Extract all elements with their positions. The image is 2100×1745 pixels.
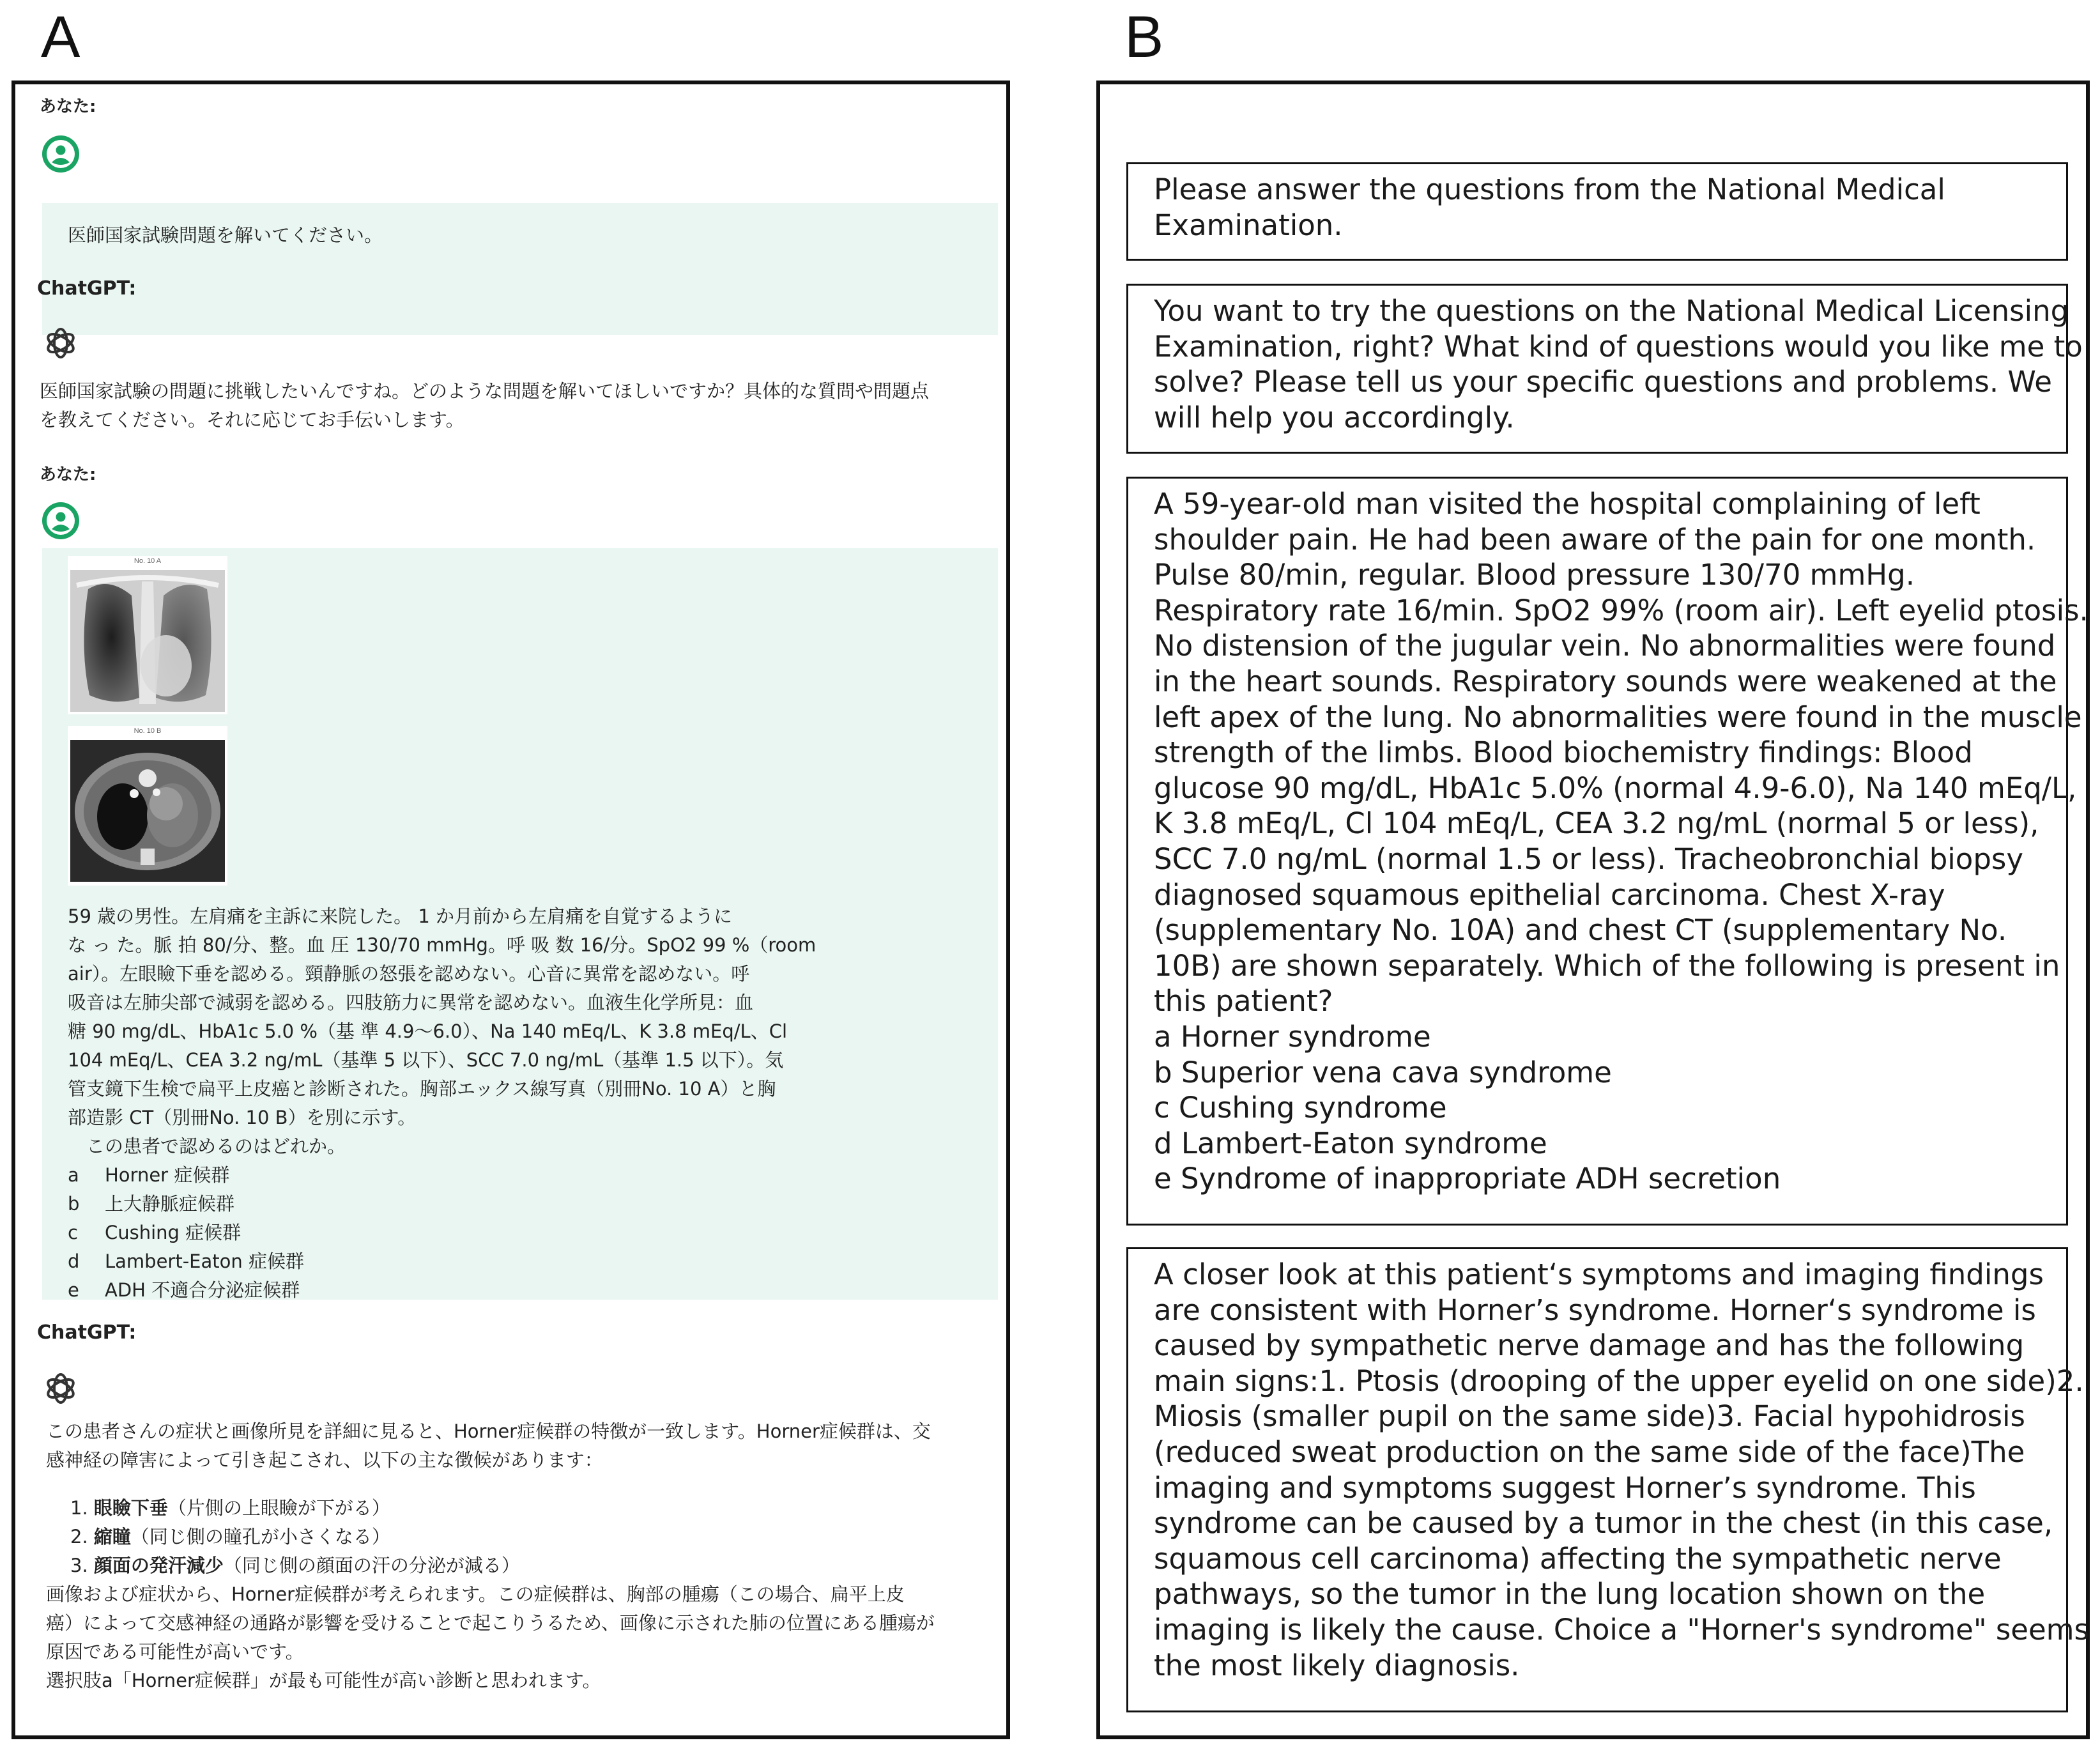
text-line: in the heart sounds. Respiratory sounds were weakened at the (1154, 664, 2057, 698)
answer-conclusion-line-4: 選択肢a「Horner症候群」が最も可能性が高い診断と思われます。 (46, 1670, 601, 1691)
ct-caption: No. 10 B (134, 727, 162, 735)
user-message-text: 医師国家試験問題を解いてください。 (68, 224, 383, 246)
text-line: shoulder pain. He had been aware of the pain for one month. (1154, 522, 2036, 557)
sign-term: 眼瞼下垂 (93, 1497, 168, 1519)
text-line: the most likely diagnosis. (1154, 1648, 1520, 1682)
question-line-8: 部造影 CT（別冊No. 10 B）を別に示す。 (68, 1107, 417, 1128)
choice-e (68, 1276, 300, 1305)
sign-number: 2. (70, 1526, 88, 1548)
question-line-7: 管支鏡下生検で扁平上皮癌と診断された。胸部エックス線写真（別冊No. 10 A）と胸 (68, 1078, 776, 1100)
answer-intro-line-1: この患者さんの症状と画像所見を詳細に見ると、Horner症候群の特徴が一致します。Horner症候群は、交 (46, 1420, 931, 1442)
chest-xray-image (70, 570, 225, 712)
text-line: squamous cell carcinoma) affecting the sympathetic nerve (1154, 1541, 2002, 1576)
choice-c (68, 1218, 241, 1247)
text-line: caused by sympathetic nerve damage and has the following (1154, 1328, 2025, 1363)
user-message-bubble (42, 203, 998, 335)
sign-item-3 (70, 1551, 520, 1580)
translation-box-user-request (1126, 162, 2068, 261)
text-line: syndrome can be caused by a tumor in the chest (in this case, (1154, 1506, 2053, 1541)
chest-xray-card (68, 556, 227, 714)
sign-number: 3. (70, 1555, 88, 1576)
text-line: Examination. (1154, 208, 1343, 242)
text-line: Examination, right? What kind of questions would you like me to (1154, 329, 2083, 364)
user-avatar-icon (41, 501, 80, 541)
chatgpt-speaker-label: ChatGPT: (37, 1321, 137, 1344)
choice-d (68, 1247, 304, 1276)
translation-text (1154, 293, 2083, 435)
text-line: SCC 7.0 ng/mL (normal 1.5 or less). Tracheobronchial biopsy (1154, 842, 2023, 876)
text-line: Respiratory rate 16/min. SpO2 99% (room air). Left eyelid ptosis. (1154, 593, 2089, 627)
answer-conclusion-line-1: 画像および症状から、Horner症候群が考えられます。この症候群は、胸部の腫瘍（この場合、扁平上皮 (46, 1583, 905, 1605)
question-line-3: air）。左眼瞼下垂を認める。頸静脈の怒張を認めない。心音に異常を認めない。呼 (68, 963, 750, 985)
choice-b (68, 1190, 234, 1218)
user-speaker-label: あなた: (40, 465, 96, 484)
question-line-5: 糖 90 mg/dL、HbA1c 5.0 %（基 準 4.9〜6.0）、Na 140 mEq/L、K 3.8 mEq/L、Cl (68, 1020, 788, 1042)
translation-box-question (1126, 477, 2089, 1226)
chest-ct-card (68, 726, 227, 886)
question-line-9: この患者で認めるのはどれか。 (68, 1135, 346, 1157)
text-line: solve? Please tell us your specific questions and problems. We (1154, 365, 2052, 399)
question-line-6: 104 mEq/L、CEA 3.2 ng/mL（基準 5 以下）、SCC 7.0 ng/mL（基準 1.5 以下）。気 (68, 1049, 784, 1071)
translation-text (1154, 172, 2055, 243)
text-line: are consistent with Horner’s syndrome. Horner‘s syndrome is (1154, 1293, 2036, 1327)
text-line: imaging and symptoms suggest Horner’s syndrome. This (1154, 1470, 1976, 1505)
text-line: (supplementary No. 10A) and chest CT (supplementary No. (1154, 913, 2007, 948)
sign-item-1 (70, 1494, 390, 1523)
text-line: A closer look at this patient‘s symptoms and imaging findings (1154, 1257, 2044, 1291)
text-line: strength of the limbs. Blood biochemistry findings: Blood (1154, 735, 1973, 770)
sign-desc: （片側の上眼瞼が下がる） (167, 1497, 390, 1519)
text-line: You want to try the questions on the National Medical Licensing (1154, 294, 2069, 328)
text-line: will help you accordingly. (1154, 400, 1515, 434)
text-line: e Syndrome of inappropriate ADH secretion (1154, 1162, 1781, 1196)
xray-caption: No. 10 A (134, 557, 162, 565)
text-line: c Cushing syndrome (1154, 1091, 1447, 1125)
question-line-1: 59 歳の男性。左肩痛を主訴に来院した。 1 か月前から左肩痛を自覚するように (68, 905, 733, 927)
text-line: pathways, so the tumor in the lung location shown on the (1154, 1577, 1986, 1611)
text-line: 10B) are shown separately. Which of the following is present in (1154, 948, 2060, 983)
choice-text: Cushing 症候群 (105, 1222, 241, 1243)
translation-box-chatgpt-reply (1126, 284, 2083, 454)
sign-number: 1. (70, 1497, 88, 1519)
choice-letter: c (68, 1222, 78, 1243)
chatgpt-logo-icon (41, 1369, 80, 1408)
sign-term: 顔面の発汗減少 (93, 1555, 224, 1576)
chatgpt-reply-1-line-2: を教えてください。それに応じてお手伝いします。 (40, 409, 464, 431)
text-line: glucose 90 mg/dL, HbA1c 5.0% (normal 4.9-6.0), Na 140 mEq/L, (1154, 771, 2077, 805)
text-line: No distension of the jugular vein. No abnormalities were found (1154, 629, 2056, 663)
question-line-2: な っ た。脈 拍 80/分、整。血 圧 130/70 mmHg。呼 吸 数 16/分。SpO2 99 %（room (68, 934, 816, 956)
text-line: main signs:1. Ptosis (drooping of the upper eyelid on one side)2. (1154, 1364, 2084, 1398)
choice-text: 上大静脈症候群 (105, 1193, 235, 1215)
user-avatar-icon (41, 134, 80, 174)
choice-text: ADH 不適合分泌症候群 (105, 1279, 300, 1301)
text-line: d Lambert-Eaton syndrome (1154, 1126, 1547, 1160)
panel-label-a: A (41, 4, 80, 70)
answer-conclusion-line-3: 原因である可能性が高いです。 (46, 1641, 304, 1663)
sign-desc: （同じ側の瞳孔が小さくなる） (130, 1526, 390, 1548)
choice-letter: b (68, 1193, 80, 1215)
choice-text: Lambert-Eaton 症候群 (105, 1250, 304, 1272)
text-line: imaging is likely the cause. Choice a "Horner's syndrome" seems (1154, 1612, 2089, 1647)
text-line: (reduced sweat production on the same side of the face)The (1154, 1434, 2025, 1469)
text-line: K 3.8 mEq/L, Cl 104 mEq/L, CEA 3.2 ng/mL (normal 5 or less), (1154, 806, 2039, 841)
text-line: diagnosed squamous epithelial carcinoma. Chest X-ray (1154, 877, 1945, 912)
choice-letter: e (68, 1279, 79, 1301)
chatgpt-reply-1-line-1: 医師国家試験の問題に挑戦したいんですね。どのような問題を解いてほしいですか？具体的な質問や問題点 (40, 380, 930, 402)
sign-desc: （同じ側の顔面の汗の分泌が減る） (223, 1555, 520, 1576)
sign-term: 縮瞳 (93, 1526, 131, 1548)
text-line: Please answer the questions from the National Medical (1154, 173, 1945, 206)
chest-ct-image (70, 740, 225, 882)
text-line: A 59-year-old man visited the hospital complaining of left (1154, 487, 1981, 521)
answer-intro-line-2: 感神経の障害によって引き起こされ、以下の主な徴候があります： (46, 1449, 603, 1471)
sign-item-2 (70, 1523, 390, 1551)
choice-letter: a (68, 1164, 79, 1186)
translation-text (1154, 1257, 2089, 1683)
panel-label-b: B (1124, 4, 1164, 70)
user-question-bubble (42, 548, 998, 1300)
chat-screenshot-panel (11, 81, 1010, 1739)
text-line: left apex of the lung. No abnormalities were found in the muscle (1154, 700, 2082, 734)
chatgpt-speaker-label: ChatGPT: (37, 277, 137, 300)
text-line: Pulse 80/min, regular. Blood pressure 130/70 mmHg. (1154, 558, 1915, 592)
choice-a (68, 1161, 229, 1190)
translation-box-answer (1126, 1247, 2089, 1712)
answer-conclusion-line-2: 癌）によって交感神経の通路が影響を受けることで起こりうるため、画像に示された肺の位置にある腫瘍が (46, 1612, 935, 1634)
text-line: a Horner syndrome (1154, 1019, 1431, 1054)
user-speaker-label: あなた: (40, 97, 96, 116)
question-line-4: 吸音は左肺尖部で減弱を認める。四肢筋力に異常を認めない。血液生化学所見：血 (68, 992, 754, 1013)
text-line: this patient? (1154, 984, 1333, 1019)
translation-text (1154, 486, 2089, 1197)
chatgpt-logo-icon (41, 323, 80, 363)
choice-letter: d (68, 1250, 80, 1272)
text-line: Miosis (smaller pupil on the same side)3. Facial hypohidrosis (1154, 1399, 2025, 1434)
choice-text: Horner 症候群 (105, 1164, 230, 1186)
text-line: b Superior vena cava syndrome (1154, 1055, 1612, 1089)
